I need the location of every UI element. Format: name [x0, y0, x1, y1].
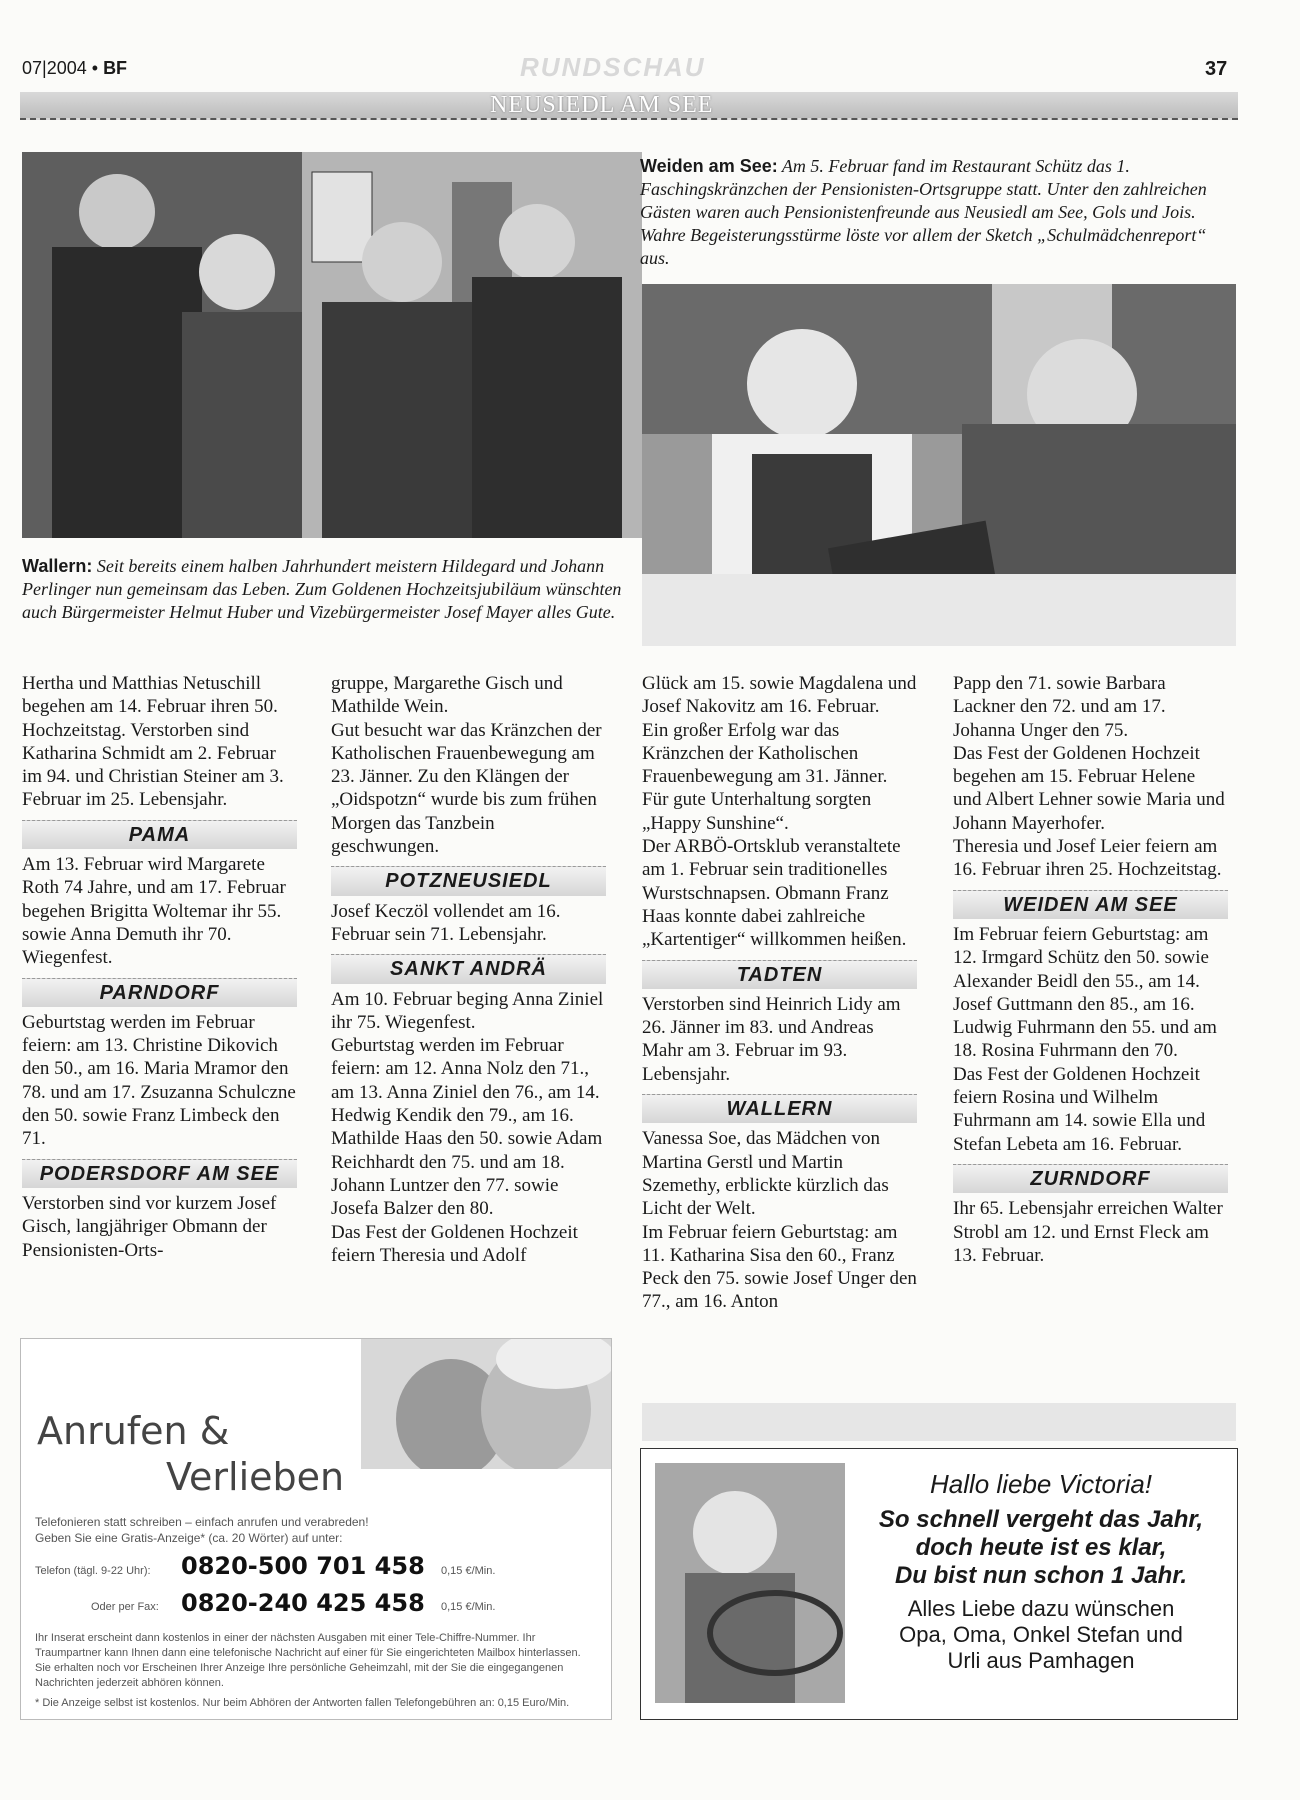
- article-text: Theresia und Josef Leier feiern am 16. Februar ihren 25. Hochzeitstag.: [953, 836, 1222, 881]
- article-text: Papp den 71. sowie Barbara Lackner den 72. und am 17. Johanna Unger den 75.: [953, 673, 1166, 741]
- heading-potzneusiedl: POTZNEUSIEDL: [331, 866, 606, 895]
- caption-weiden-label: Weiden am See:: [640, 156, 778, 176]
- greeting-line-3: doch heute ist es klar,: [915, 1534, 1167, 1561]
- photo-weiden-graphic: [642, 284, 1236, 646]
- region-banner: [20, 92, 1238, 120]
- article-text: Der ARBÖ-Ortsklub veranstaltete am 1. Februar sein traditionelles Wurstschnapsen. Obmann Franz Haas konnte dabei zahlreiche „Kartentiger“ willkommen heißen.: [642, 836, 907, 951]
- column-1: [22, 672, 297, 1262]
- article-text: Glück am 15. sowie Magdalena und Josef Nakovitz am 16. Februar.: [642, 673, 917, 718]
- ad-footnote: * Die Anzeige selbst ist kostenlos. Nur beim Abhören der Antworten fallen Telefongebühren an: 0,15 Euro/Min.: [35, 1697, 570, 1709]
- heading-pama: PAMA: [22, 820, 297, 849]
- greeting-line-1: Hallo liebe Victoria!: [929, 1469, 1153, 1499]
- dating-advertisement: [20, 1338, 612, 1720]
- page-number: 37: [1205, 58, 1228, 80]
- article-text: Das Fest der Goldenen Hochzeit begehen am 15. Februar Helene und Albert Lehner sowie Maria und Johann Mayerhofer.: [953, 742, 1225, 834]
- article-text: Ein großer Erfolg war das Kränzchen der Katholischen Frauenbewegung am 31. Jänner. Für gute Unterhaltung sorgten „Happy Sunshine“.: [642, 719, 888, 834]
- ad-intro-1: Telefonieren statt schreiben – einfach anrufen und verabreden!: [35, 1515, 369, 1529]
- ad-phone-label: Telefon (tägl. 9-22 Uhr):: [35, 1565, 151, 1577]
- birthday-greeting-box: [640, 1448, 1238, 1720]
- heading-tadten: TADTEN: [642, 960, 917, 989]
- article-text: Verstorben sind vor kurzem Josef Gisch, langjähriger Obmann der Pensionisten-Orts-: [22, 1192, 277, 1261]
- article-text: Vanessa Soe, das Mädchen von Martina Gerstl und Martin Szemethy, erblickte kürzlich das Licht der Welt.: [642, 1128, 889, 1220]
- article-text: Josef Keczöl vollendet am 16. Februar sein 71. Lebensjahr.: [331, 900, 561, 945]
- article-text: Ihr 65. Lebensjahr erreichen Walter Strobl am 12. und Ernst Fleck am 13. Februar.: [953, 1198, 1223, 1266]
- greeting-line-6: Opa, Oma, Onkel Stefan und: [899, 1622, 1183, 1647]
- ad-headline-2: Verlieben: [166, 1455, 345, 1499]
- region-banner-text: NEUSIEDL AM SEE: [490, 92, 714, 118]
- column-4: [953, 672, 1228, 1267]
- caption-wallern-text: Seit bereits einem halben Jahrhundert meistern Hildegard und Johann Perlinger nun gemeinsam das Leben. Zum Goldenen Hochzeitsjubiläum wünschten auch Bürgermeister Helmut Huber und Vizebürgermeister Josef Mayer alles Gute.: [22, 556, 622, 622]
- greeting-line-2: So schnell vergeht das Jahr,: [878, 1506, 1204, 1533]
- heading-parndorf: PARNDORF: [22, 978, 297, 1007]
- photo-wallern-couple: [22, 152, 642, 538]
- greeting-text: [851, 1469, 1231, 1674]
- ad-fax-price: 0,15 €/Min.: [441, 1601, 496, 1613]
- brand-label: BF: [103, 58, 128, 78]
- greeting-line-4: Du bist nun schon 1 Jahr.: [894, 1562, 1188, 1589]
- ad-intro-2: Geben Sie eine Gratis-Anzeige* (ca. 20 Wörter) auf unter:: [35, 1531, 343, 1545]
- baby-photo: [655, 1463, 845, 1703]
- heading-sankt-andrae: SANKT ANDRÄ: [331, 954, 606, 983]
- ad-phone-number[interactable]: 0820-500 701 458: [181, 1552, 425, 1580]
- column-2: [331, 672, 606, 1267]
- divider-bar: [642, 1403, 1236, 1441]
- article-text: Geburtstag werden im Februar feiern: am 12. Anna Nolz den 71., am 13. Anna Ziniel den 76., am 14. Hedwig Kendik den 79., am 16. Mathilde Haas den 50. sowie Adam Reichhardt den 75. und am 18. Johann Luntzer den 77. sowie Josefa Balzer den 80.: [331, 1035, 603, 1220]
- ad-body: Ihr Inserat erscheint dann kostenlos in einer der nächsten Ausgaben mit einer Tele-Chiffre-Nummer. Ihr Traumpartner kann Ihnen dann eine telefonische Nachricht auf einer für Sie eingerichteten Mailbox hinterlassen. Sie erhalten noch vor Erscheinen Ihrer Anzeige Ihre persönliche Geheimzahl, mit der Sie die eingegangenen Nachrichten jederzeit abhören können.: [35, 1632, 581, 1689]
- heading-weiden: WEIDEN AM SEE: [953, 890, 1228, 919]
- section-title: RUNDSCHAU: [520, 52, 706, 82]
- heading-podersdorf: PODERSDORF AM SEE: [22, 1159, 297, 1188]
- caption-weiden: [640, 155, 1235, 270]
- caption-wallern-label: Wallern:: [22, 556, 93, 576]
- issue-date: [22, 58, 127, 79]
- article-text: Im Februar feiern Geburtstag: am 12. Irmgard Schütz den 50. sowie Alexander Beidl den 55., am 14. Josef Guttmann den 85., am 16. Ludwig Fuhrmann den 55. und am 18. Rosina Fuhrmann den 70.: [953, 923, 1217, 1062]
- caption-wallern: [22, 555, 622, 624]
- heading-wallern: WALLERN: [642, 1094, 917, 1123]
- photo-wallern-graphic: [22, 152, 642, 538]
- article-text: Geburtstag werden im Februar feiern: am 13. Christine Dikovich den 50., am 16. Maria Mramor den 78. und am 17. Zsuzanna Schulczne den 50. sowie Franz Limbeck den 71.: [22, 1011, 296, 1150]
- ad-phone-price: 0,15 €/Min.: [441, 1565, 496, 1577]
- ad-fax-number[interactable]: 0820-240 425 458: [181, 1589, 425, 1617]
- caption-weiden-text: Am 5. Februar fand im Restaurant Schütz das 1. Faschingskränzchen der Pensionisten-Ortsgruppe statt. Unter den zahlreichen Gästen waren auch Pensionistenfreunde aus Neusiedl am See, Gols und Jois. Wahre Begeisterungsstürme löste vor allem der Sketch „Schulmädchenreport“ aus.: [640, 156, 1207, 268]
- article-text: Am 10. Februar beging Anna Ziniel ihr 75. Wiegenfest.: [331, 988, 604, 1033]
- heading-zurndorf: ZURNDORF: [953, 1164, 1228, 1193]
- column-3: [642, 672, 917, 1314]
- photo-weiden-sketch: [642, 284, 1236, 646]
- ad-couple-photo: [361, 1339, 611, 1469]
- article-text: Im Februar feiern Geburtstag: am 11. Katharina Sisa den 60., Franz Peck den 75. sowie Josef Unger den 77., am 16. Anton: [642, 1221, 917, 1313]
- article-text: gruppe, Margarethe Gisch und Mathilde Wein.: [331, 673, 563, 718]
- greeting-line-5: Alles Liebe dazu wünschen: [907, 1596, 1175, 1621]
- ad-headline-1: Anrufen &: [37, 1409, 230, 1453]
- issue-label: 07|2004 •: [22, 58, 99, 78]
- ad-fax-label: Oder per Fax:: [91, 1601, 159, 1613]
- greeting-line-7: Urli aus Pamhagen: [947, 1648, 1135, 1673]
- article-text: Das Fest der Goldenen Hochzeit feiern Rosina und Wilhelm Fuhrmann am 14. sowie Ella und Stefan Lebeta am 16. Februar.: [953, 1063, 1206, 1155]
- article-text: Verstorben sind Heinrich Lidy am 26. Jänner im 83. und Andreas Mahr am 3. Februar im 93. Lebensjahr.: [642, 993, 901, 1085]
- article-text: Gut besucht war das Kränzchen der Katholischen Frauenbewegung am 23. Jänner. Zu den Klängen der „Oidspotzn“ wurde bis zum frühen Morgen das Tanzbein geschwungen.: [331, 719, 602, 858]
- article-text: Hertha und Matthias Netuschill begehen am 14. Februar ihren 50. Hochzeitstag. Verstorben sind Katharina Schmidt am 2. Februar im 94. und Christian Steiner am 3. Februar im 25. Lebensjahr.: [22, 673, 284, 811]
- article-text: Am 13. Februar wird Margarete Roth 74 Jahre, und am 17. Februar begehen Brigitta Woltemar ihr 55. sowie Anna Demuth ihr 70. Wiegenfest.: [22, 854, 286, 969]
- article-text: Das Fest der Goldenen Hochzeit feiern Theresia und Adolf: [331, 1221, 578, 1266]
